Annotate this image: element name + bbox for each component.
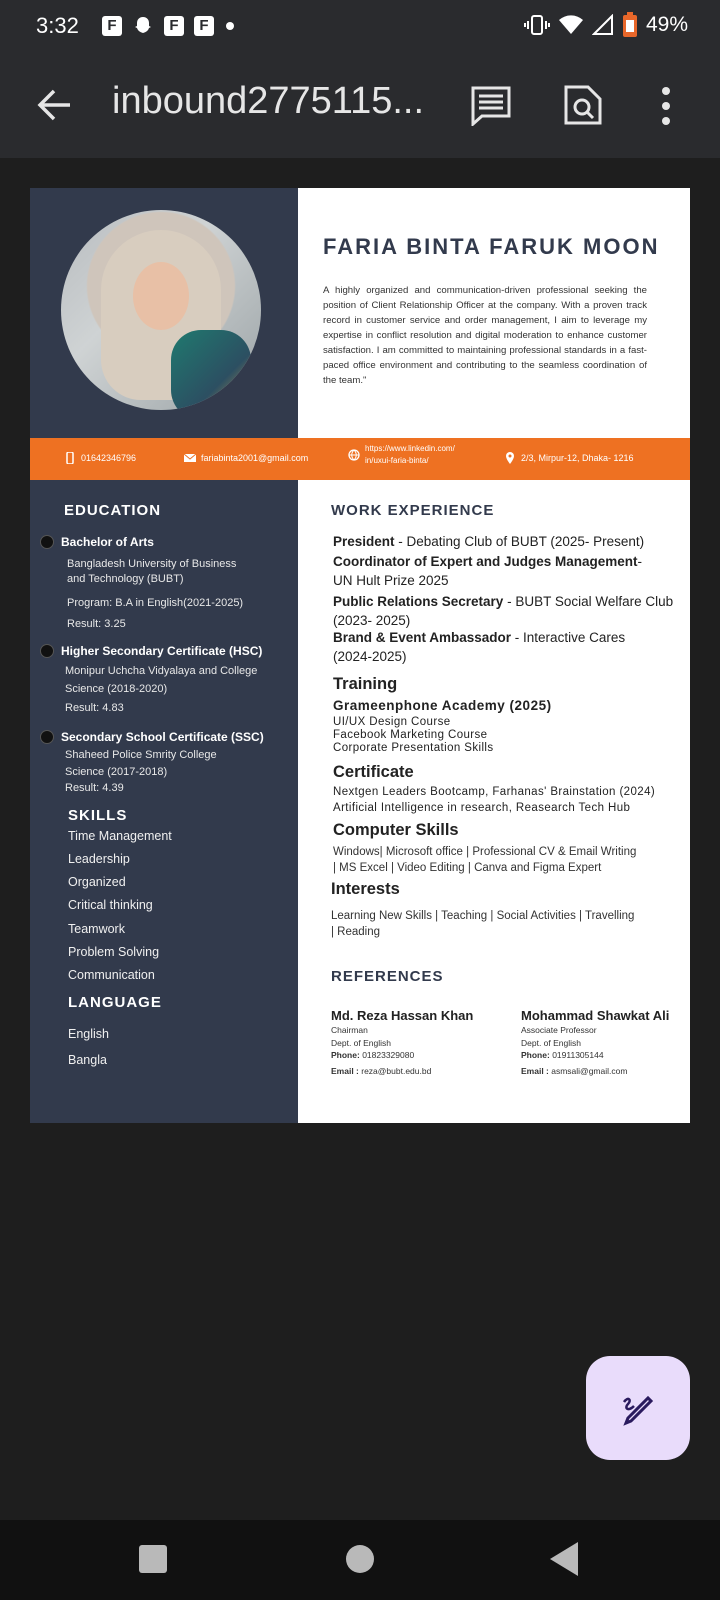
work-detail-line: (2024-2025): [333, 649, 407, 664]
skill-item: Organized: [68, 875, 126, 889]
contact-linkedin: [348, 443, 455, 467]
document-title: inbound2775115...: [112, 80, 425, 122]
reference-dept: Dept. of English: [521, 1038, 582, 1048]
facebook-icon: F: [194, 16, 214, 36]
email-label: Email :: [331, 1066, 359, 1076]
skill-item: Problem Solving: [68, 945, 160, 959]
work-detail-line: (2023- 2025): [333, 613, 411, 628]
skills-title: SKILLS: [68, 807, 128, 824]
edu-school-line: Science (2017-2018): [65, 766, 168, 778]
resume-page[interactable]: [30, 188, 690, 1123]
skill-item: Time Management: [68, 829, 172, 843]
work-detail: -: [637, 554, 643, 569]
reference-position: Associate Professor: [521, 1025, 597, 1035]
work-role: President: [333, 534, 395, 549]
skill-item: Leadership: [68, 852, 130, 866]
reference-name: Mohammad Shawkat Ali: [521, 1008, 670, 1023]
edu-school-line: Monipur Uchcha Vidyalaya and College: [65, 665, 258, 677]
facebook-icon: F: [164, 16, 184, 36]
back-arrow-icon[interactable]: [34, 85, 74, 125]
work-item: [333, 630, 625, 645]
work-item: [333, 534, 644, 549]
work-role: Brand & Event Ambassador: [333, 630, 512, 645]
language-item: English: [68, 1027, 109, 1041]
skill-item: Communication: [68, 968, 155, 982]
email-value: reza@bubt.edu.bd: [361, 1066, 432, 1076]
interests-title: Interests: [331, 880, 400, 898]
contact-bar: [30, 438, 690, 480]
certificate-item: Nextgen Leaders Bootcamp, Farhanas' Brainstation (2024): [333, 786, 656, 798]
skill-item: Teamwork: [68, 922, 125, 936]
reference-name: Md. Reza Hassan Khan: [331, 1008, 474, 1023]
edu-degree: Secondary School Certificate (SSC): [61, 730, 264, 744]
work-item: [333, 594, 673, 609]
work-experience-title: WORK EXPERIENCE: [331, 502, 495, 519]
certificate-title: Certificate: [333, 763, 414, 781]
computer-skills-line: | MS Excel | Video Editing | Canva and Figma Expert: [333, 862, 602, 874]
computer-skills-line: Windows| Microsoft office | Professional CV & Email Writing: [333, 846, 637, 858]
certificate-item: Artificial Intelligence in research, Reasearch Tech Hub: [333, 802, 631, 814]
references-title: REFERENCES: [331, 968, 444, 985]
edu-degree: Higher Secondary Certificate (HSC): [61, 644, 263, 658]
edu-result: Result: 4.83: [65, 702, 124, 714]
computer-skills-title: Computer Skills: [333, 821, 459, 839]
edu-school-line: Bangladesh University of Business: [67, 558, 237, 570]
status-time: 3:32: [36, 13, 79, 38]
edit-fab-button[interactable]: [586, 1356, 690, 1460]
bullet-icon: [40, 535, 54, 549]
edu-school-line: and Technology (BUBT): [67, 573, 184, 585]
bullet-icon: [40, 730, 54, 744]
language-item: Bangla: [68, 1053, 107, 1067]
more-notifications-dot: [226, 22, 234, 30]
edu-result: Result: 3.25: [67, 618, 126, 630]
resume-name: FARIA BINTA FARUK MOON: [323, 234, 660, 259]
edu-school-line: Shaheed Police Smrity College: [65, 749, 217, 761]
training-title: Training: [333, 675, 398, 693]
interests-line: Learning New Skills | Teaching | Social Activities | Travelling: [331, 910, 635, 922]
app-bar: [0, 52, 720, 158]
battery-percent: 49%: [645, 13, 688, 36]
training-course: UI/UX Design Course: [333, 716, 451, 728]
status-bar: [0, 0, 720, 52]
more-options-icon[interactable]: [660, 86, 672, 126]
contact-address: [504, 452, 634, 464]
notification-icons: [102, 15, 234, 37]
signal-icon: [592, 14, 614, 36]
address: 2/3, Mirpur-12, Dhaka- 1216: [521, 453, 634, 463]
reference-phone: [331, 1049, 414, 1062]
work-detail: - BUBT Social Welfare Club: [503, 594, 674, 609]
work-item: [333, 554, 642, 569]
email-address: fariabinta2001@gmail.com: [201, 453, 309, 463]
phone-label: Phone:: [331, 1050, 360, 1060]
work-role: Coordinator of Expert and Judges Management: [333, 554, 638, 569]
edit-pen-icon: [618, 1388, 658, 1428]
work-detail: - Debating Club of BUBT (2025- Present): [394, 534, 645, 549]
training-course: Facebook Marketing Course: [333, 729, 488, 741]
globe-icon: [348, 449, 360, 461]
training-course: Corporate Presentation Skills: [333, 742, 494, 754]
edu-degree: Bachelor of Arts: [61, 535, 154, 549]
back-button[interactable]: [550, 1542, 578, 1576]
edu-school-line: Science (2018-2020): [65, 683, 168, 695]
interests-line: | Reading: [331, 926, 381, 938]
snapchat-icon: [132, 15, 154, 37]
reference-dept: Dept. of English: [331, 1038, 392, 1048]
reference-phone: [521, 1049, 604, 1062]
status-right: [524, 12, 688, 38]
recents-button[interactable]: [139, 1545, 167, 1573]
battery-icon: [622, 12, 638, 38]
work-detail-line: UN Hult Prize 2025: [333, 573, 449, 588]
phone-number: 01642346796: [81, 453, 137, 463]
email-value: asmsali@gmail.com: [551, 1066, 628, 1076]
linkedin-url-line-1: https://www.linkedin.com/: [365, 444, 455, 453]
work-role: Public Relations Secretary: [333, 594, 504, 609]
facebook-icon: F: [102, 16, 122, 36]
skill-item: Critical thinking: [68, 898, 153, 912]
contact-email: [184, 452, 308, 464]
training-org: Grameenphone Academy (2025): [333, 698, 552, 713]
email-label: Email :: [521, 1066, 549, 1076]
mail-icon: [184, 452, 196, 464]
system-nav-bar: [0, 1520, 720, 1600]
edu-program: Program: B.A in English(2021-2025): [67, 597, 244, 609]
phone-value: 01911305144: [552, 1050, 604, 1060]
home-button[interactable]: [346, 1545, 374, 1573]
find-in-page-icon[interactable]: [563, 84, 603, 126]
contact-phone: [64, 452, 136, 464]
resume-summary: A highly organized and communication-driven professional seeking the position of Client Relationship Officer at the company. With a proven track record in customer service and order management, I aim to leverage my expertise in conflict resolution and digital moderation to enhance customer satisfaction. I am committed to maintaining professional standards in a fast-paced office environment and contributing to the seamless coordination of the team.": [323, 285, 647, 386]
work-detail: - Interactive Cares: [511, 630, 626, 645]
phone-label: Phone:: [521, 1050, 550, 1060]
vibrate-icon: [524, 13, 550, 37]
language-title: LANGUAGE: [68, 994, 162, 1011]
edu-result: Result: 4.39: [65, 782, 124, 794]
profile-photo: [61, 210, 261, 410]
reference-email: [331, 1065, 431, 1078]
phone-icon: [64, 452, 76, 464]
phone-value: 01823329080: [362, 1050, 415, 1060]
location-pin-icon: [504, 452, 516, 464]
comment-icon[interactable]: [470, 84, 512, 126]
wifi-icon: [558, 14, 584, 36]
linkedin-url-line-2: in/uxui-faria-binta/: [365, 456, 429, 465]
bullet-icon: [40, 644, 54, 658]
education-title: EDUCATION: [64, 502, 162, 519]
reference-email: [521, 1065, 627, 1078]
reference-position: Chairman: [331, 1025, 368, 1035]
